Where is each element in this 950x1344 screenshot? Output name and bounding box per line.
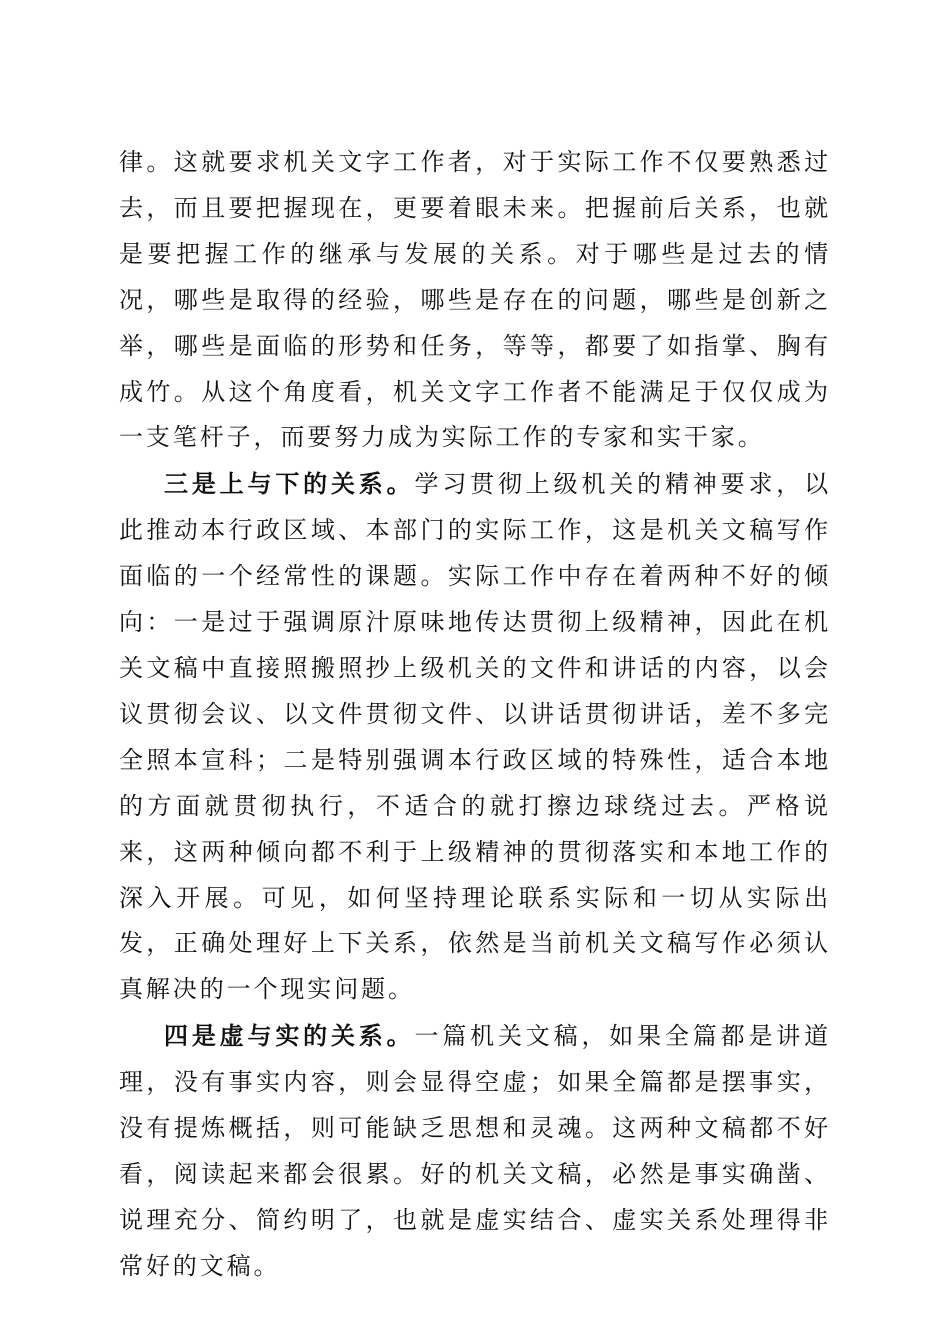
paragraph-upper-lower-relation — [119, 461, 831, 1013]
paragraph-virtual-real-relation — [119, 1013, 831, 1289]
paragraph-text: 律。这就要求机关文字工作者，对于实际工作不仅要熟悉过去，而且要把握现在，更要着眼未来。把握前后关系，也就是要把握工作的继承与发展的关系。对于哪些是过去的情况，哪些是取得的经验，哪些是存在的问题，哪些是创新之举，哪些是面临的形势和任务，等等，都要了如指掌、胸有成竹。从这个角度看，机关文字工作者不能满足于仅仅成为一支笔杆子，而要努力成为实际工作的专家和实干家。 — [119, 148, 831, 452]
paragraph-text: 学习贯彻上级机关的精神要求，以此推动本行政区域、本部门的实际工作，这是机关文稿写作面临的一个经常性的课题。实际工作中存在着两种不好的倾向：一是过于强调原汁原味地传达贯彻上级精神，因此在机关文稿中直接照搬照抄上级机关的文件和讲话的内容，以会议贯彻会议、以文件贯彻文件、以讲话贯彻讲话，差不多完全照本宣科；二是特别强调本行政区域的特殊性，适合本地的方面就贯彻执行，不适合的就打擦边球绕过去。严格说来，这两种倾向都不利于上级精神的贯彻落实和本地工作的深入开展。可见，如何坚持理论联系实际和一切从实际出发，正确处理好上下关系，依然是当前机关文稿写作必须认真解决的一个现实问题。 — [119, 470, 832, 1004]
document-body — [119, 140, 831, 1290]
paragraph-heading: 三是上与下的关系。 — [164, 469, 415, 499]
paragraph-continuation — [119, 140, 831, 461]
paragraph-heading: 四是虚与实的关系。 — [164, 1021, 415, 1051]
paragraph-text: 一篇机关文稿，如果全篇都是讲道理，没有事实内容，则会显得空虚；如果全篇都是摆事实，没有提炼概括，则可能缺乏思想和灵魂。这两种文稿都不好看，阅读起来都会很累。好的机关文稿，必然是事实确凿、说理充分、简约明了，也就是虚实结合、虚实关系处理得非常好的文稿。 — [119, 1022, 832, 1280]
